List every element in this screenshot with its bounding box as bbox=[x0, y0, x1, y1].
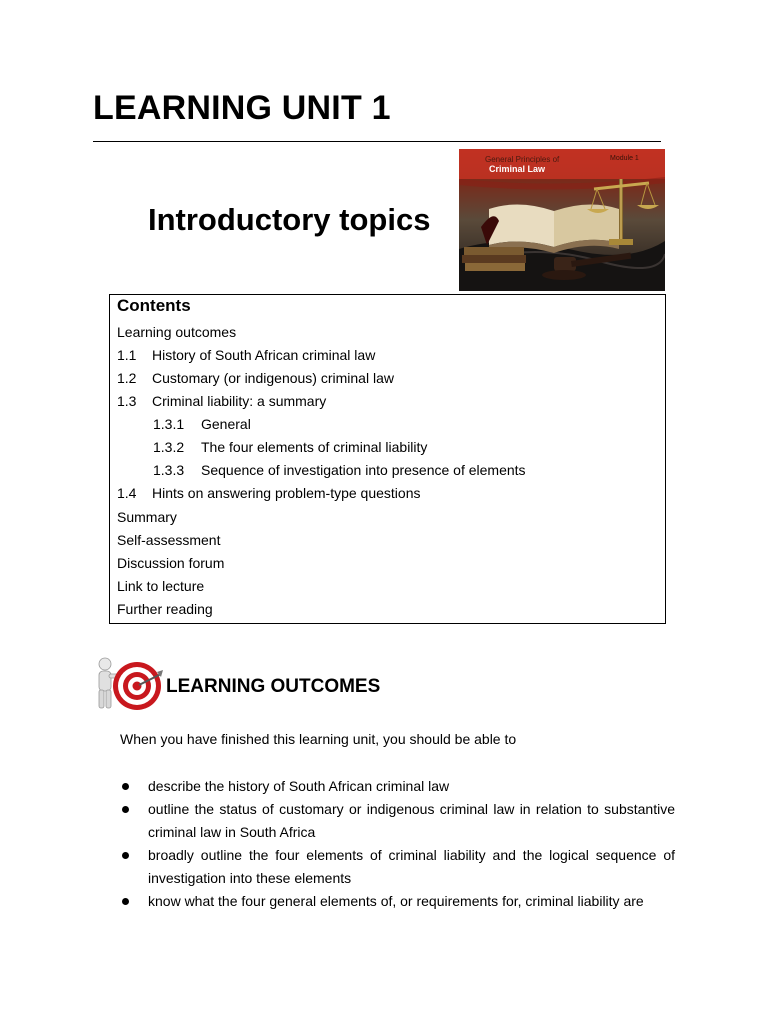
bullet-icon bbox=[122, 898, 129, 905]
toc-item-text: General bbox=[201, 416, 251, 432]
toc-item-text: Further reading bbox=[117, 601, 213, 617]
bullet-icon bbox=[122, 852, 129, 859]
toc-item-text: Customary (or indigenous) criminal law bbox=[152, 370, 394, 386]
learning-outcomes-heading: LEARNING OUTCOMES bbox=[166, 676, 381, 697]
title-divider bbox=[93, 141, 661, 142]
toc-item-number: 1.1 bbox=[117, 347, 137, 363]
contents-heading: Contents bbox=[117, 296, 191, 315]
cover-module-label: Module 1 bbox=[610, 155, 639, 162]
toc-item bbox=[117, 577, 204, 595]
toc-item-text: Summary bbox=[117, 509, 177, 525]
table-of-contents bbox=[109, 294, 666, 624]
bullet-icon bbox=[122, 806, 129, 813]
toc-item bbox=[117, 392, 326, 410]
target-icon bbox=[93, 654, 165, 712]
toc-item-number: 1.4 bbox=[117, 485, 137, 501]
cover-subtitle: General Principles of bbox=[485, 155, 560, 164]
toc-item-text: Sequence of investigation into presence of elements bbox=[201, 462, 526, 478]
toc-item bbox=[117, 508, 177, 526]
list-item bbox=[120, 798, 675, 844]
toc-item-text: Hints on answering problem-type questions bbox=[152, 485, 421, 501]
list-item bbox=[120, 775, 675, 798]
toc-item bbox=[117, 323, 236, 341]
toc-item bbox=[117, 346, 375, 364]
toc-item-number: 1.3 bbox=[117, 393, 137, 409]
toc-item bbox=[117, 600, 213, 618]
toc-subitem bbox=[153, 438, 427, 456]
toc-item-text: Link to lecture bbox=[117, 578, 205, 594]
list-item-text: describe the history of South African criminal law bbox=[148, 778, 450, 794]
unit-title: LEARNING UNIT 1 bbox=[93, 89, 391, 127]
list-item-text: outline the status of customary or indigenous criminal law in relation to substantive criminal law in South Africa bbox=[148, 801, 675, 840]
page-title: Introductory topics bbox=[148, 202, 431, 237]
toc-item-number: 1.3.3 bbox=[153, 462, 185, 478]
toc-item-text: History of South African criminal law bbox=[152, 347, 376, 363]
list-item-text: broadly outline the four elements of criminal liability and the logical sequence of investigation into these elements bbox=[148, 847, 675, 886]
toc-subitem bbox=[153, 415, 251, 433]
learning-outcomes-intro: When you have finished this learning unit, you should be able to bbox=[120, 731, 517, 747]
toc-item bbox=[117, 531, 220, 549]
list-item bbox=[120, 890, 675, 913]
toc-item-text: Self-assessment bbox=[117, 532, 221, 548]
cover-title: Criminal Law bbox=[489, 164, 546, 174]
cover-image bbox=[459, 149, 665, 291]
toc-item-text: Criminal liability: a summary bbox=[152, 393, 327, 409]
toc-item-text: The four elements of criminal liability bbox=[201, 439, 428, 455]
toc-item-text: Learning outcomes bbox=[117, 324, 237, 340]
list-item-text: know what the four general elements of, or requirements for, criminal liability are bbox=[148, 893, 644, 909]
toc-item bbox=[117, 554, 224, 572]
toc-item-text: Discussion forum bbox=[117, 555, 225, 571]
toc-item bbox=[117, 484, 420, 502]
toc-item-number: 1.3.1 bbox=[153, 416, 185, 432]
toc-item-number: 1.3.2 bbox=[153, 439, 185, 455]
list-item bbox=[120, 844, 675, 890]
learning-outcomes-list bbox=[120, 775, 675, 913]
toc-item bbox=[117, 369, 394, 387]
bullet-icon bbox=[122, 783, 129, 790]
toc-subitem bbox=[153, 461, 526, 479]
toc-item-number: 1.2 bbox=[117, 370, 137, 386]
